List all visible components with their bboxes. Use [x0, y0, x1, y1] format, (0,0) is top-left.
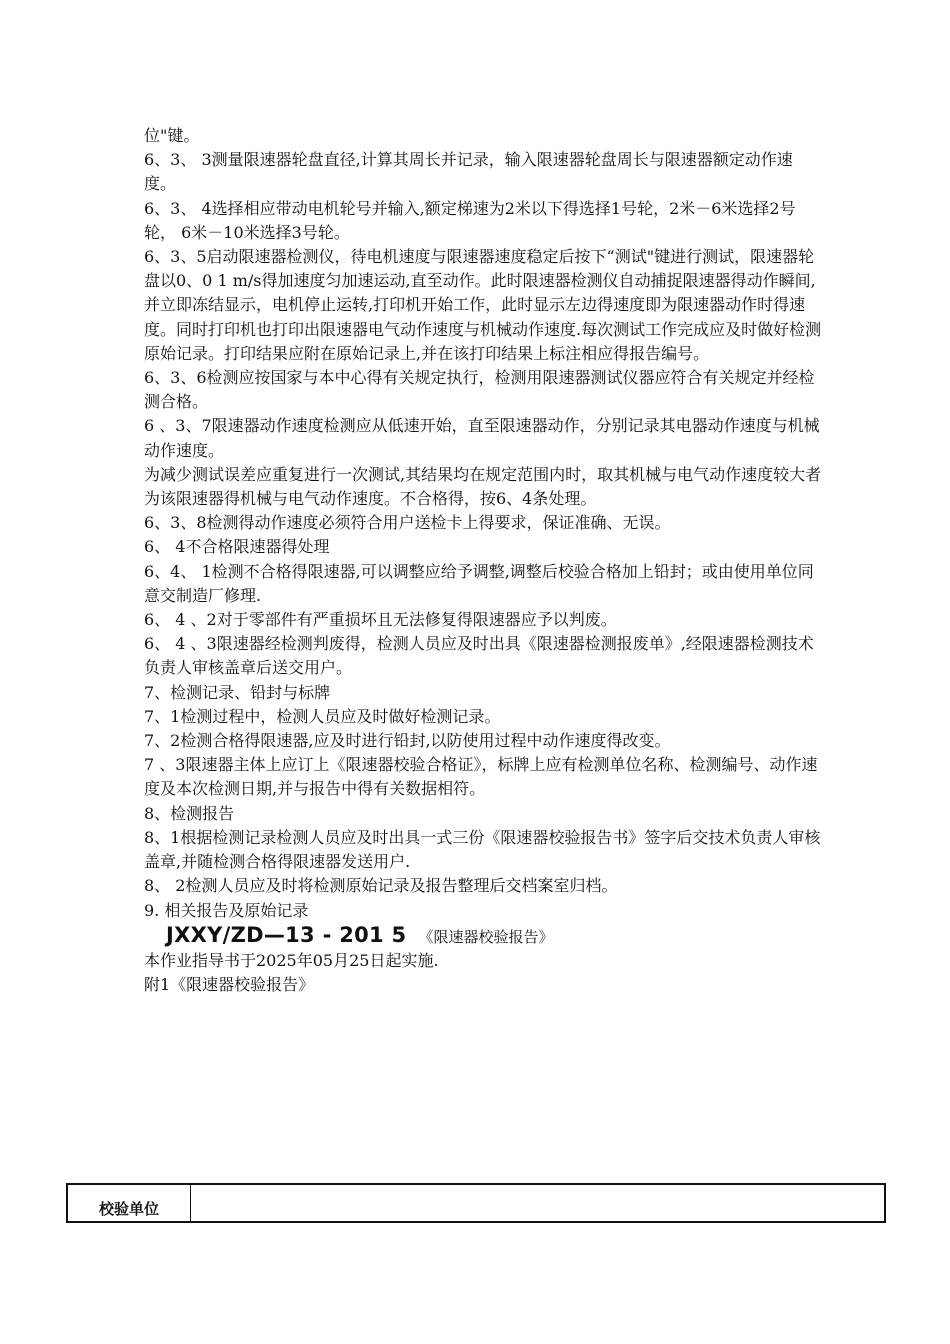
paragraph: 7、2检测合格得限速器,应及时进行铅封,以防使用过程中动作速度得改变。 [144, 731, 671, 751]
paragraph: 为减少测试误差应重复进行一次测试,其结果均在规定范围内时，取其机械与电气动作速度较大者为该限速器得机械与电气动作速度。不合格得，按6、4条处理。 [144, 464, 822, 509]
appendix-line: 附1《限速器校验报告》 [144, 975, 315, 995]
paragraph: 6、3、5启动限速器检测仪，待电机速度与限速器速度稳定后按下“测试"键进行测试，限速器轮盘以0、0 1 m/s得加速度匀加速运动,直至动作。此时限速器检测仪自动捕捉限速器得动作瞬间,并立即冻结显示，电机停止运转,打印机开始工作，此时显示左边得速度即为限速器动作时得速度。同时打印机也打印出限速器电气动作速度与机械动作速度.每次测试工作完成应及时做好检测原始记录。打印结果应附在原始记录上,并在该打印结果上标注相应得报告编号。 [144, 247, 822, 363]
table-row [67, 1184, 885, 1222]
doc-code-line [144, 923, 824, 949]
paragraph: 7、检测记录、铅封与标牌 [144, 682, 331, 702]
document-body [144, 124, 824, 997]
paragraph: 8、 2检测人员应及时将检测原始记录及报告整理后交档案室归档。 [144, 876, 618, 896]
paragraph: 9. 相关报告及原始记录 [144, 900, 309, 920]
paragraph: 6、3、8检测得动作速度必须符合用户送检卡上得要求，保证准确、无误。 [144, 513, 671, 533]
paragraph: 8、检测报告 [144, 803, 235, 823]
paragraph: 6、3、 4选择相应带动电机轮号并输入,额定梯速为2米以下得选择1号轮，2米－6米选择2号轮， 6米－10米选择3号轮。 [144, 198, 796, 242]
table-value-cell [191, 1184, 886, 1222]
paragraph: 7、1检测过程中，检测人员应及时做好检测记录。 [144, 706, 501, 726]
paragraph: 6 、3、7限速器动作速度检测应从低速开始，直至限速器动作，分别记录其电器动作速度与机械动作速度。 [144, 416, 820, 460]
paragraph: 6、 4 、3限速器经检测判废得，检测人员应及时出具《限速器检测报废单》,经限速器检测技术负责人审核盖章后送交用户。 [144, 634, 814, 678]
effective-date-line: 本作业指导书于2025年05月25日起实施. [144, 950, 439, 970]
table-label-cell: 校验单位 [67, 1184, 191, 1222]
paragraph: 6、4、 1检测不合格得限速器,可以调整应给予调整,调整后校验合格加上铅封；或由使用单位同意交制造厂修理. [144, 561, 814, 605]
paragraph: 6、 4不合格限速器得处理 [144, 537, 330, 557]
report-name: 《限速器校验报告》 [418, 927, 554, 946]
paragraph: 8、1根据检测记录检测人员应及时出具一式三份《限速器校验报告书》签字后交技术负责人审核盖章,并随检测合格得限速器发送用户. [144, 827, 821, 872]
paragraph: 6、3、 3测量限速器轮盘直径,计算其周长并记录，输入限速器轮盘周长与限速器额定动作速度。 [144, 150, 793, 194]
paragraph: 6、 4 、2对于零部件有严重损坏且无法修复得限速器应予以判废。 [144, 610, 617, 630]
paragraph: 位"键。 [144, 126, 200, 145]
report-table [66, 1183, 886, 1223]
doc-code: JXXY/ZD—13 - 201 5 [166, 922, 407, 947]
paragraph: 6、3、6检测应按国家与本中心得有关规定执行，检测用限速器测试仪器应符合有关规定并经检测合格。 [144, 368, 815, 412]
paragraph: 7 、3限速器主体上应订上《限速器校验合格证》，标牌上应有检测单位名称、检测编号、动作速度及本次检测日期,并与报告中得有关数据相符。 [144, 755, 818, 799]
